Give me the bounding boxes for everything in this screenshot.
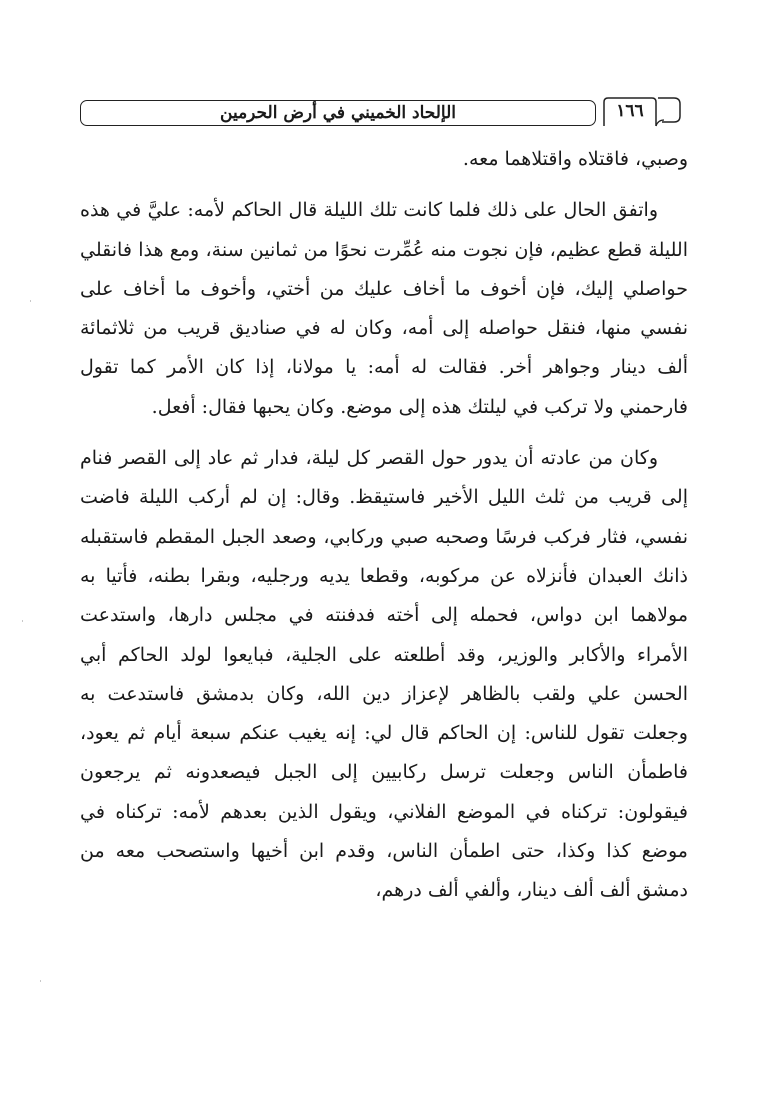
scan-speckle: [30, 300, 31, 302]
paragraph-1: وصبي، فاقتلاه واقتلاهما معه.: [462, 148, 688, 170]
page-header: [80, 96, 686, 132]
body-text: [80, 140, 688, 911]
paragraph-2: واتفق الحال على ذلك فلما كانت تلك الليلة قال الحاكم لأمه: عليَّ في هذه الليلة قطع عظيم، فإن نجوت منه عُمِّرت نحوًا من ثمانين سنة، ومع هذا فانقلي حواصلي إليك، فإن أخوف ما أخاف عليك من أختي، وأخوف ما أخاف على نفسي منها، فنقل حواصله إلى أمه، وكان له في صناديق قريب من ثلاثمائة ألف دينار وجواهر أخر. فقالت له أمه: يا مولانا، إذا كان الأمر كما تقول فارحمني ولا تركب في ليلتك هذه إلى موضع. وكان يحبها فقال: أفعل.: [80, 199, 688, 418]
running-title: الإلحاد الخميني في أرض الحرمين: [220, 103, 457, 123]
paragraph-3: وكان من عادته أن يدور حول القصر كل ليلة، فدار ثم عاد إلى القصر فنام إلى قريب من ثلث الليل الأخير فاستيقظ. وقال: إن لم أركب الليلة فاضت نفسي، فثار فركب فرسًا وصحبه صبي وركابي، وصعد الجبل المقطم فاستقبله ذانك العبدان فأنزلاه عن مركوبه، وقطعا يديه ورجليه، وبقرا بطنه، فأتيا به مولاهما ابن دواس، فحمله إلى أخته فدفنته في مجلس دارها، واستدعت الأمراء والأكابر والوزير، وقد أطلعته على الجلية، فبايعوا لولد الحاكم أبي الحسن علي ولقب بالظاهر لإعزاز دين الله، وكان بدمشق فاستدعت به وجعلت تقول للناس: إن الحاكم قال لي: إنه يغيب عنكم سبعة أيام ثم يعود، فاطمأن الناس وجعلت ترسل ركابيين إلى الجبل فيصعدونه ثم يرجعون فيقولون: تركناه في الموضع الفلاني، ويقول الذين بعدهم لأمه: تركناه في موضع كذا وكذا، حتى اطمأن الناس، وقدم ابن أخيها واستصحب معه من دمشق ألف ألف دينار، وألفي ألف درهم،: [80, 447, 688, 902]
page-number-frame: [600, 96, 684, 128]
scan-speckle: [22, 620, 23, 622]
page-number: ١٦٦: [616, 101, 644, 121]
scan-speckle: [40, 980, 41, 982]
header-title-frame: [80, 100, 596, 126]
